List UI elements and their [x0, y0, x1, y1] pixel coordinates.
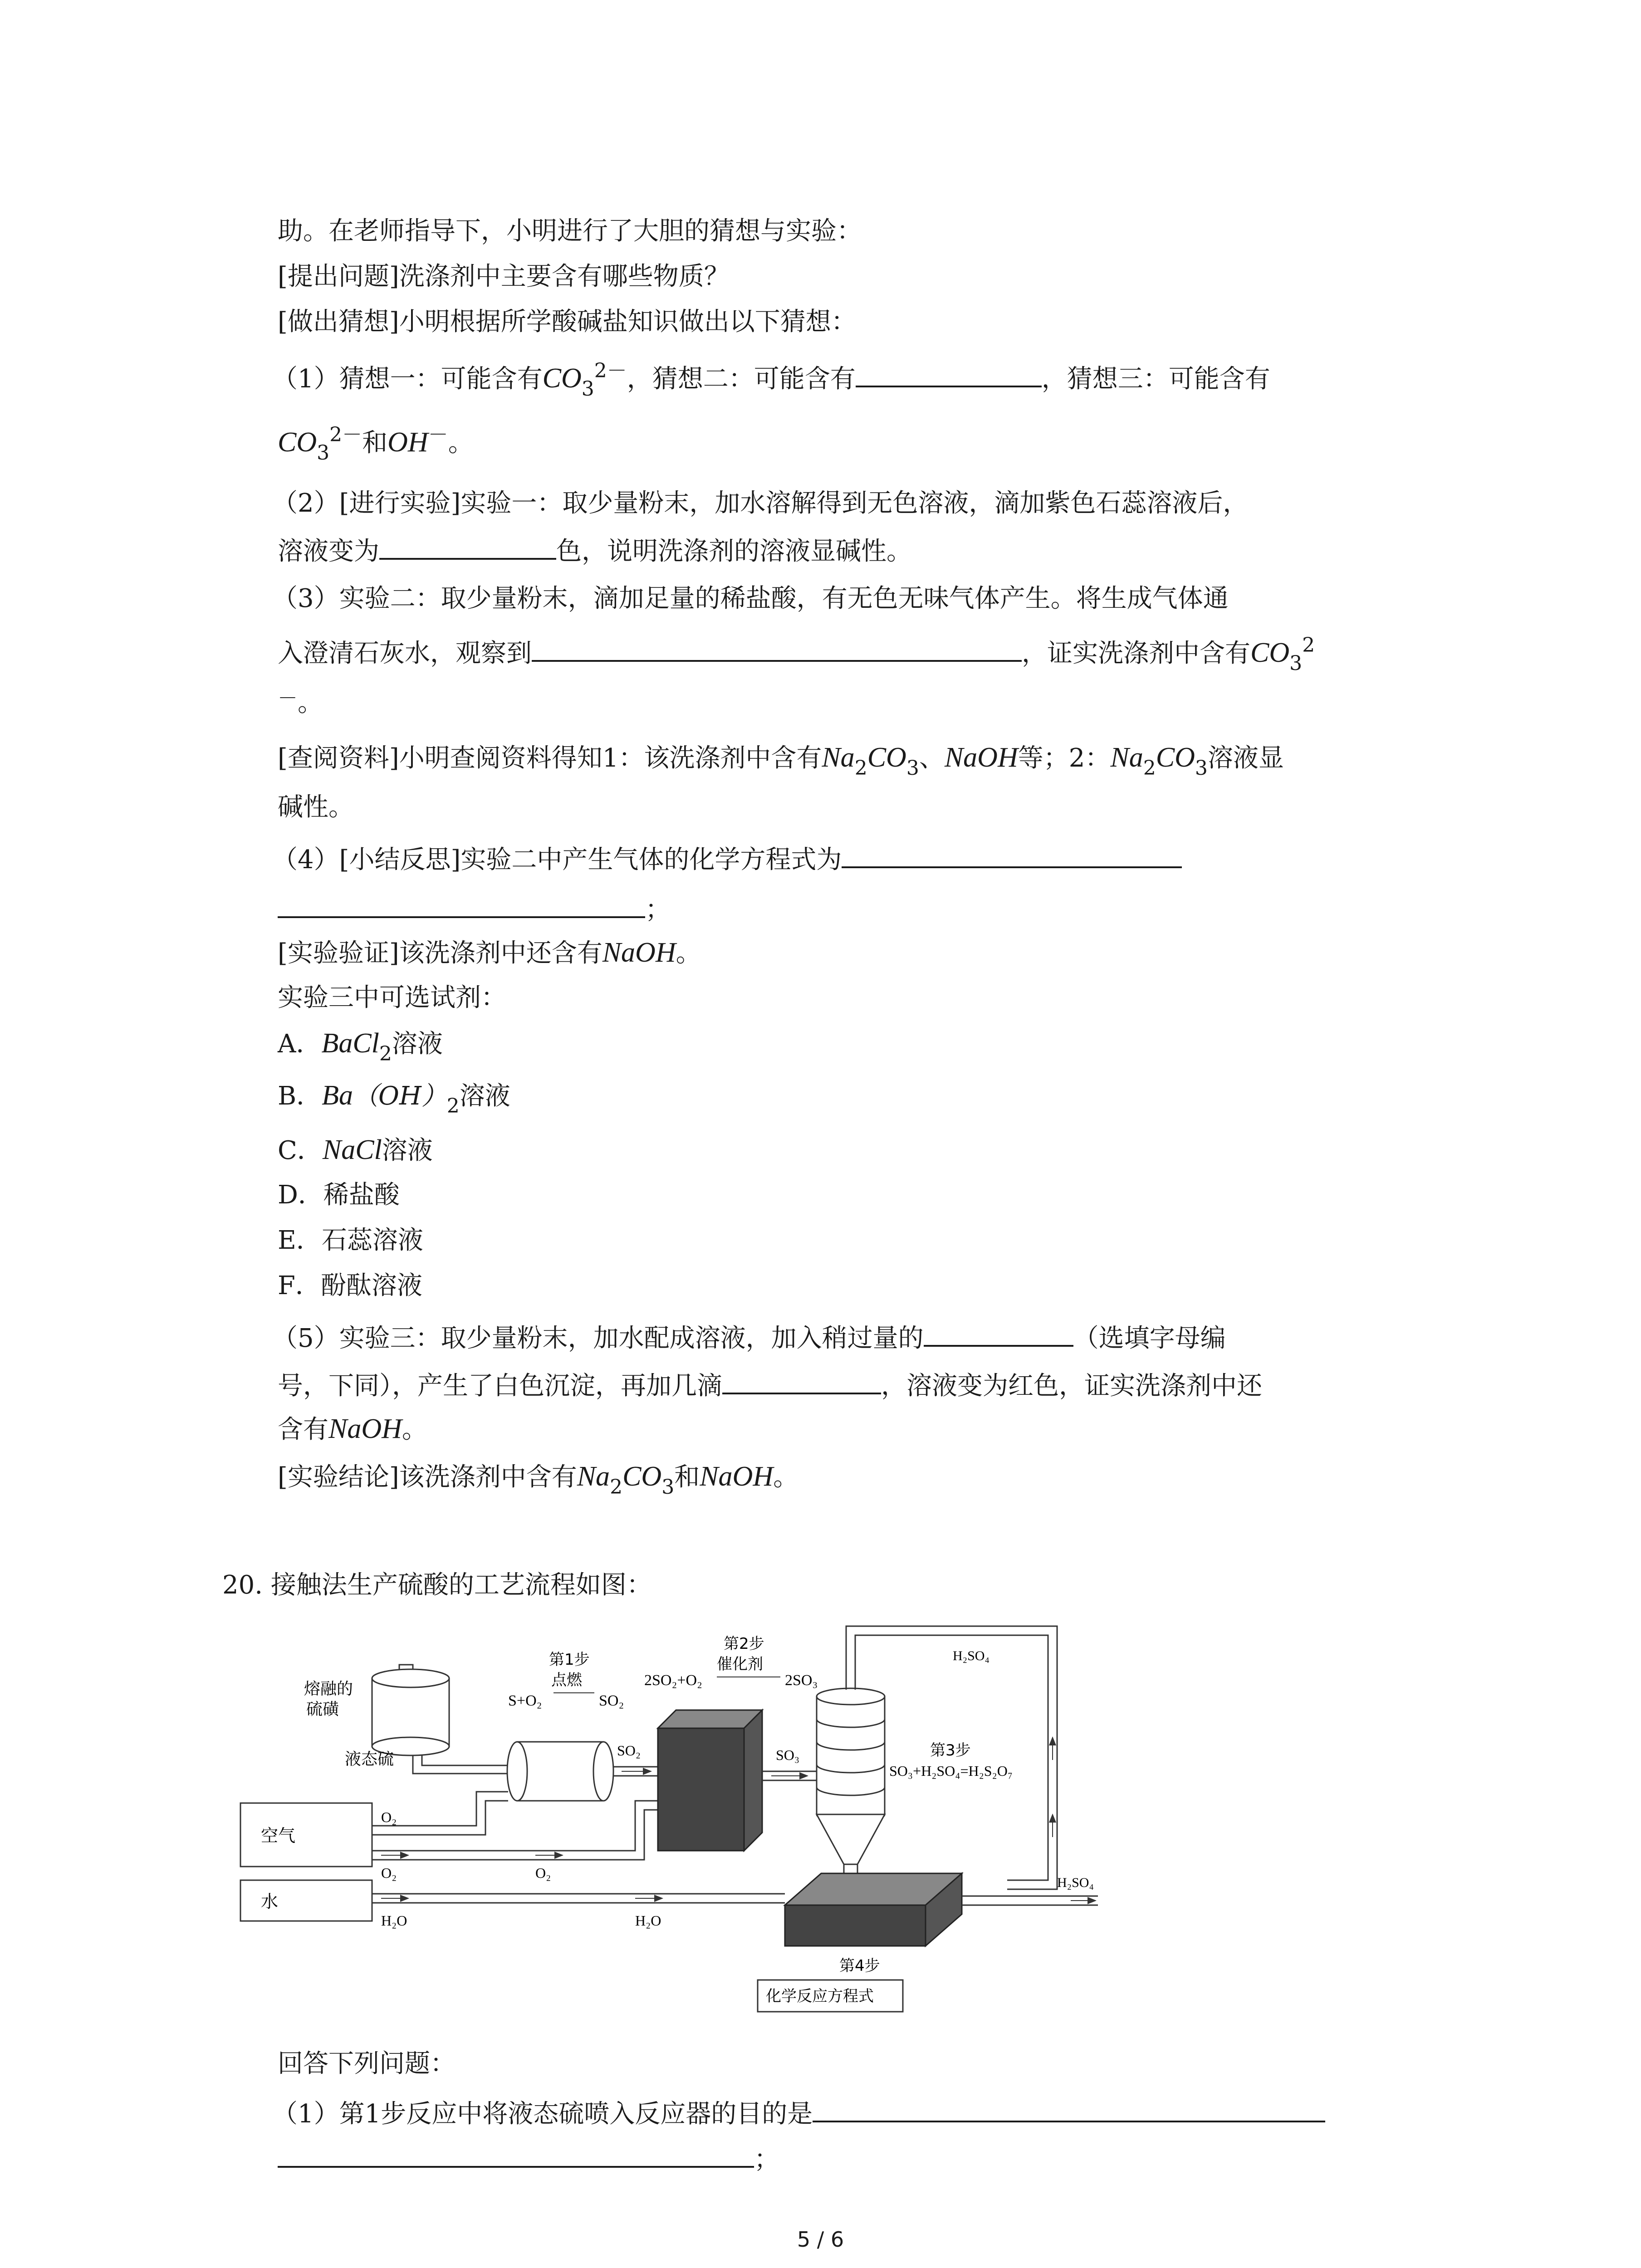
label-step4-box: 化学反应方程式 — [766, 1987, 874, 2005]
formula: CO — [278, 427, 317, 458]
answer-blank[interactable] — [278, 889, 645, 918]
subscript: 3 — [581, 377, 594, 401]
formula: NaOH — [328, 1413, 402, 1444]
label-step1-eq-right-text: SO₂ — [599, 1692, 624, 1709]
text: 和 — [674, 1462, 700, 1492]
text: [实验结论]该洗涤剂中含有 — [278, 1462, 577, 1492]
text: ，猜想三：可能含有 — [1041, 364, 1270, 394]
formula: Na — [822, 742, 855, 773]
answer-blank[interactable] — [813, 2093, 1325, 2122]
superscript: 2－ — [329, 423, 362, 446]
reactor-step1 — [507, 1742, 613, 1801]
formula: （OH） — [353, 1081, 447, 1111]
line-experiment-1 — [272, 485, 1248, 522]
text: 和 — [362, 428, 388, 458]
formula: NaOH — [944, 742, 1018, 773]
subscript: 3 — [661, 1476, 675, 1499]
label-step1-eq-left: S+O₂ — [508, 1692, 542, 1709]
formula: NaCl — [322, 1134, 382, 1165]
answer-blank[interactable] — [379, 531, 556, 560]
text: 。 — [298, 688, 323, 718]
text: 助。在老师指导下，小明进行了大胆的猜想与实验： — [278, 216, 862, 246]
line-q1 — [272, 2093, 1325, 2132]
superscript: 2 — [1302, 634, 1315, 657]
melt-tank — [372, 1665, 449, 1755]
line-reflection-cont — [278, 889, 671, 928]
subscript: 3 — [317, 441, 330, 464]
text: [提出问题]洗涤剂中主要含有哪些物质？ — [278, 262, 730, 291]
text: 溶液 — [382, 1136, 433, 1165]
text: 溶液 — [459, 1081, 510, 1111]
label-step2: 第2步 — [724, 1635, 764, 1653]
line-experiment-3 — [272, 1318, 1226, 1357]
label-melted-sulfur-1: 熔融的 — [304, 1680, 353, 1698]
line-alkaline — [278, 789, 354, 826]
text: 碱性。 — [278, 792, 354, 822]
line-guess-3 — [278, 424, 474, 463]
subscript: 2 — [854, 757, 867, 780]
formula: CO — [867, 742, 906, 773]
text: ； — [645, 895, 671, 924]
line-observe — [278, 633, 1315, 674]
text: ，溶液变为红色，证实洗涤剂中还 — [881, 1371, 1262, 1401]
line-references — [278, 739, 1284, 778]
answer-blank[interactable] — [278, 2139, 754, 2168]
air-box — [240, 1803, 372, 1867]
text: 溶液 — [392, 1029, 443, 1059]
text: ； — [754, 2145, 779, 2174]
label-o2-c: O₂ — [535, 1865, 551, 1881]
text: A． — [278, 1029, 322, 1059]
formula: CO — [1250, 637, 1290, 668]
label-air: 空气 — [261, 1826, 296, 1846]
label-melted-sulfur-2: 硫磺 — [306, 1700, 339, 1719]
line-verify — [278, 934, 701, 972]
label-h2o-a: H₂O — [381, 1912, 407, 1929]
question-20 — [222, 1567, 652, 1603]
label-o2-b: O₂ — [381, 1865, 397, 1881]
text: 色，说明洗涤剂的溶液显碱性。 — [556, 537, 912, 566]
label-h2o-b: H₂O — [635, 1912, 661, 1929]
formula: OH — [387, 427, 428, 458]
subscript: 2 — [1143, 757, 1156, 780]
formula: CO — [622, 1461, 662, 1492]
subscript: 3 — [906, 757, 919, 780]
label-h2so4-top: H₂SO₄ — [953, 1648, 989, 1663]
label-so2: SO₂ — [617, 1742, 641, 1759]
line-q1-cont — [278, 2139, 779, 2178]
formula: BaCl — [321, 1028, 379, 1059]
superscript: － — [428, 423, 448, 446]
line-guess-1 — [272, 358, 1270, 399]
label-water: 水 — [261, 1892, 279, 1911]
converter-step2 — [658, 1710, 762, 1851]
option-d[interactable] — [278, 1177, 400, 1213]
text: （选填字母编 — [1073, 1324, 1226, 1353]
line-conclusion — [278, 1458, 798, 1497]
superscript: 2－ — [594, 359, 627, 382]
option-f[interactable] — [278, 1268, 422, 1304]
text: 20. 接触法生产硫酸的工艺流程如图： — [222, 1570, 652, 1600]
label-step2-condition: 催化剂 — [717, 1655, 763, 1673]
text: 等；2： — [1018, 743, 1111, 773]
formula: CO — [1156, 742, 1195, 773]
formula: Na — [577, 1461, 610, 1492]
label-step3-eq: SO₃+H₂SO₄=H₂S₂O₇ — [889, 1763, 1013, 1779]
line-hypothesis — [278, 304, 857, 340]
answer-blank[interactable] — [722, 1365, 881, 1394]
line-color — [278, 531, 912, 570]
text: B． — [278, 1081, 322, 1111]
label-step1-condition: 点燃 — [551, 1671, 582, 1689]
text: 溶液变为 — [278, 537, 379, 566]
superscript: － — [278, 687, 298, 710]
line-reagents — [278, 980, 506, 1016]
line-experiment-3c — [278, 1411, 427, 1448]
label-step4: 第4步 — [839, 1957, 880, 1975]
option-e[interactable] — [278, 1222, 423, 1259]
text: D．稀盐酸 — [278, 1180, 400, 1210]
subscript: 2 — [379, 1042, 392, 1066]
answer-blank[interactable] — [856, 358, 1042, 387]
line-experiment-3b — [278, 1365, 1262, 1404]
text: 实验三中可选试剂： — [278, 983, 506, 1012]
text: （3）实验二：取少量粉末，滴加足量的稀盐酸，有无色无味气体产生。将生成气体通 — [272, 584, 1229, 613]
label-o2-a: O₂ — [381, 1809, 397, 1825]
label-liquid-sulfur: 液态硫 — [345, 1750, 394, 1769]
formula: Na — [1110, 742, 1143, 773]
sulfuric-acid-process-diagram — [236, 1624, 1143, 2032]
answer-blank[interactable] — [532, 633, 1022, 662]
option-a[interactable] — [278, 1025, 443, 1064]
text: [实验验证]该洗涤剂中还含有 — [278, 938, 603, 968]
page-number: 5 / 6 — [797, 2227, 844, 2252]
water-box — [240, 1880, 372, 1921]
label-step3: 第3步 — [930, 1741, 971, 1760]
text: 。 — [676, 938, 701, 968]
subscript: 3 — [1289, 652, 1303, 675]
label-step2-eq-right: 2SO₃ — [785, 1672, 818, 1689]
answer-blank[interactable] — [842, 839, 1182, 868]
pipe-liquid-sulfur — [413, 1755, 513, 1774]
text: （1）猜想一：可能含有 — [272, 364, 543, 394]
text: E．石蕊溶液 — [278, 1226, 423, 1255]
option-c[interactable] — [278, 1132, 433, 1169]
formula: CO — [542, 363, 582, 394]
text: 含有 — [278, 1415, 328, 1444]
line-raise-question — [278, 259, 730, 295]
subscript: 2 — [446, 1095, 460, 1118]
text: 回答下列问题： — [278, 2049, 456, 2078]
pipe-liquid-sulfur-inner — [422, 1755, 513, 1765]
text: 、 — [919, 743, 945, 773]
line-1 — [278, 213, 862, 249]
text: （4）[小结反思]实验二中产生气体的化学方程式为 — [272, 845, 842, 875]
text: 入澄清石灰水，观察到 — [278, 639, 532, 668]
text: F．酚酞溶液 — [278, 1271, 422, 1300]
formula: NaOH — [700, 1461, 774, 1492]
subscript: 2 — [610, 1476, 623, 1499]
formula: NaOH — [602, 937, 676, 968]
line-experiment-2 — [272, 581, 1229, 617]
text: （5）实验三：取少量粉末，加水配成溶液，加入稍过量的 — [272, 1324, 924, 1353]
label-h2so4-right: H₂SO₄ — [1057, 1875, 1094, 1890]
line-reflection — [272, 839, 1182, 878]
line-answer — [278, 2046, 456, 2082]
text: 溶液显 — [1207, 743, 1284, 773]
formula: Ba — [322, 1080, 353, 1111]
text: [做出猜想]小明根据所学酸碱盐知识做出以下猜想： — [278, 307, 857, 337]
label-step2-eq-left: 2SO₂+O₂ — [644, 1672, 702, 1689]
text: [查阅资料]小明查阅资料得知1：该洗涤剂中含有 — [278, 743, 822, 773]
text: （2）[进行实验]实验一：取少量粉末，加水溶解得到无色溶液，滴加紫色石蕊溶液后， — [272, 489, 1249, 518]
line-wrap — [278, 685, 323, 723]
answer-blank[interactable] — [924, 1318, 1073, 1347]
text: 。 — [402, 1415, 427, 1444]
label-so3: SO₃ — [776, 1747, 800, 1763]
diluter-step4 — [785, 1873, 962, 1946]
text: 。 — [773, 1462, 799, 1492]
label-step1: 第1步 — [549, 1651, 590, 1669]
text: 号，下同），产生了白色沉淀，再加几滴 — [278, 1371, 722, 1401]
subscript: 3 — [1195, 757, 1208, 780]
text: C． — [278, 1136, 323, 1165]
text: ，猜想二：可能含有 — [627, 364, 856, 394]
option-b[interactable] — [278, 1077, 510, 1116]
absorber-step3 — [817, 1688, 885, 1885]
text: 。 — [448, 428, 474, 458]
text: ，证实洗涤剂中含有 — [1022, 639, 1250, 668]
text: （1）第1步反应中将液态硫喷入反应器的目的是 — [272, 2099, 813, 2129]
